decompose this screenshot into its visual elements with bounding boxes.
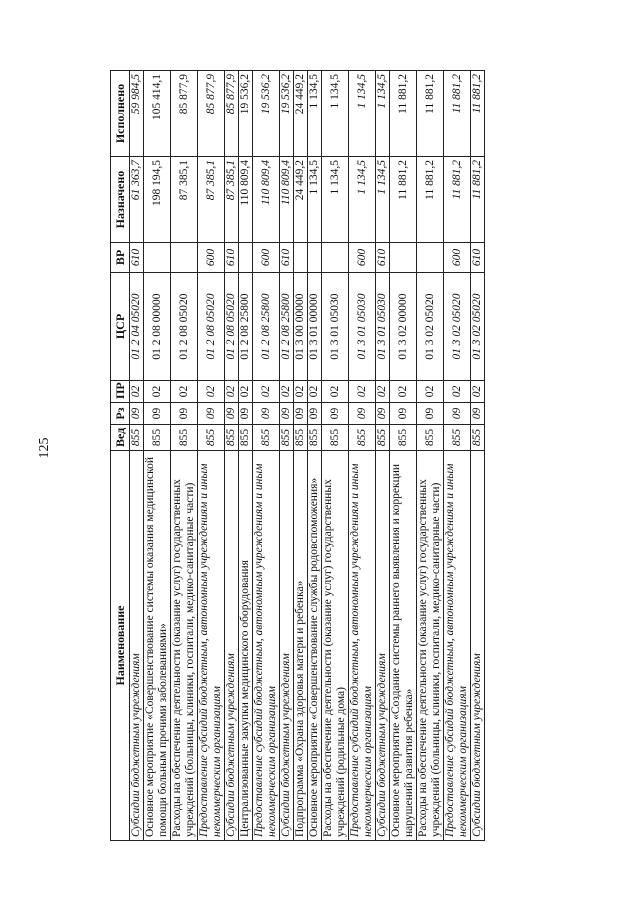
- cell-ved: 855: [322, 425, 349, 451]
- cell-vr: [239, 243, 253, 273]
- cell-name: Основное мероприятие «Совершенствование системы оказания медицинской помощи больным прочими заболеваниями»: [144, 451, 171, 841]
- cell-rz: 09: [239, 403, 253, 425]
- cell-ved: 855: [417, 425, 444, 451]
- cell-rz: 09: [444, 403, 471, 425]
- table-row: [144, 71, 171, 841]
- table-row: [322, 71, 349, 841]
- cell-ved: 855: [198, 425, 225, 451]
- cell-name: Основное мероприятие «Создание системы раннего выявления и коррекции нарушений развития ребенка»: [390, 451, 417, 841]
- cell-done: 19 536,2: [239, 71, 253, 157]
- cell-csr: 01 3 01 05030: [376, 273, 390, 381]
- header-csr: ЦСР: [111, 273, 130, 381]
- table-row: [280, 71, 294, 841]
- cell-done: 85 877,9: [225, 71, 239, 157]
- cell-rz: 09: [198, 403, 225, 425]
- table-row: [294, 71, 308, 841]
- cell-ved: 855: [144, 425, 171, 451]
- cell-vr: [322, 243, 349, 273]
- cell-assigned: 110 809,4: [253, 157, 280, 243]
- cell-pr: 02: [253, 381, 280, 403]
- cell-rz: 09: [130, 403, 144, 425]
- cell-name: Предоставление субсидий бюджетным, автономным учреждениям и иным некоммерческим организациям: [444, 451, 471, 841]
- cell-name: Субсидии бюджетным учреждениям: [471, 451, 485, 841]
- cell-assigned: 11 881,2: [390, 157, 417, 243]
- cell-pr: 02: [198, 381, 225, 403]
- cell-csr: 01 2 04 05020: [130, 273, 144, 381]
- cell-vr: [294, 243, 308, 273]
- cell-rz: 09: [322, 403, 349, 425]
- cell-csr: 01 3 02 05020: [417, 273, 444, 381]
- header-done: Исполнено: [111, 71, 130, 157]
- cell-name: Предоставление субсидий бюджетным, автономным учреждениям и иным некоммерческим организациям: [349, 451, 376, 841]
- table-row: [471, 71, 485, 841]
- cell-assigned: 11 881,2: [471, 157, 485, 243]
- cell-vr: 600: [349, 243, 376, 273]
- cell-assigned: 24 449,2: [294, 157, 308, 243]
- cell-name: Расходы на обеспечение деятельности (оказание услуг) государственных учреждений (больницы, клиники, госпитали, медико-санитарные части): [417, 451, 444, 841]
- cell-vr: [308, 243, 322, 273]
- cell-csr: 01 3 02 05020: [471, 273, 485, 381]
- cell-done: 1 134,5: [308, 71, 322, 157]
- cell-assigned: 1 134,5: [349, 157, 376, 243]
- cell-done: 11 881,2: [390, 71, 417, 157]
- cell-pr: 02: [390, 381, 417, 403]
- cell-done: 24 449,2: [294, 71, 308, 157]
- cell-done: 11 881,2: [471, 71, 485, 157]
- cell-rz: 09: [280, 403, 294, 425]
- cell-done: 1 134,5: [376, 71, 390, 157]
- cell-done: 19 536,2: [280, 71, 294, 157]
- cell-ved: 855: [349, 425, 376, 451]
- cell-pr: 02: [225, 381, 239, 403]
- table-body: [130, 71, 485, 841]
- cell-rz: 09: [471, 403, 485, 425]
- cell-csr: 01 3 02 05020: [444, 273, 471, 381]
- cell-assigned: 61 363,7: [130, 157, 144, 243]
- cell-pr: 02: [171, 381, 198, 403]
- cell-vr: [171, 243, 198, 273]
- page-number: 125: [37, 437, 52, 459]
- table-row: [417, 71, 444, 841]
- cell-ved: 855: [471, 425, 485, 451]
- table-row: [308, 71, 322, 841]
- cell-rz: 09: [376, 403, 390, 425]
- cell-csr: 01 2 08 05020: [225, 273, 239, 381]
- cell-csr: 01 2 08 25800: [280, 273, 294, 381]
- cell-pr: 02: [471, 381, 485, 403]
- cell-vr: 610: [471, 243, 485, 273]
- cell-ved: 855: [225, 425, 239, 451]
- cell-assigned: 11 881,2: [417, 157, 444, 243]
- cell-assigned: 87 385,1: [171, 157, 198, 243]
- cell-rz: 09: [253, 403, 280, 425]
- cell-vr: [417, 243, 444, 273]
- cell-csr: 01 2 08 05020: [198, 273, 225, 381]
- cell-done: 11 881,2: [444, 71, 471, 157]
- cell-ved: 855: [171, 425, 198, 451]
- budget-table-container: [110, 71, 550, 841]
- cell-pr: 02: [294, 381, 308, 403]
- cell-done: 85 877,9: [171, 71, 198, 157]
- cell-pr: 02: [239, 381, 253, 403]
- table-row: [171, 71, 198, 841]
- header-rz: Рз: [111, 403, 130, 425]
- header-vr: ВР: [111, 243, 130, 273]
- budget-table: [110, 70, 485, 841]
- cell-vr: 600: [253, 243, 280, 273]
- cell-rz: 09: [225, 403, 239, 425]
- cell-rz: 09: [144, 403, 171, 425]
- table-row: [444, 71, 471, 841]
- cell-name: Субсидии бюджетным учреждениям: [376, 451, 390, 841]
- cell-vr: 610: [376, 243, 390, 273]
- cell-done: 1 134,5: [349, 71, 376, 157]
- table-row: [198, 71, 225, 841]
- cell-pr: 02: [444, 381, 471, 403]
- table-row: [225, 71, 239, 841]
- cell-assigned: 87 385,1: [225, 157, 239, 243]
- cell-ved: 855: [308, 425, 322, 451]
- cell-name: Субсидии бюджетным учреждениям: [130, 451, 144, 841]
- cell-rz: 09: [390, 403, 417, 425]
- cell-assigned: 87 385,1: [198, 157, 225, 243]
- cell-ved: 855: [294, 425, 308, 451]
- cell-csr: 01 2 08 25800: [239, 273, 253, 381]
- cell-done: 59 984,5: [130, 71, 144, 157]
- cell-csr: 01 3 02 00000: [390, 273, 417, 381]
- cell-name: Расходы на обеспечение деятельности (оказание услуг) государственных учреждений (больницы, клиники, госпитали, медико-санитарные части): [171, 451, 198, 841]
- cell-rz: 09: [171, 403, 198, 425]
- cell-assigned: 11 881,2: [444, 157, 471, 243]
- cell-assigned: 110 809,4: [239, 157, 253, 243]
- cell-name: Предоставление субсидий бюджетным, автономным учреждениям и иным некоммерческим организациям: [198, 451, 225, 841]
- cell-pr: 02: [280, 381, 294, 403]
- cell-ved: 855: [444, 425, 471, 451]
- cell-ved: 855: [390, 425, 417, 451]
- cell-rz: 09: [417, 403, 444, 425]
- cell-rz: 09: [308, 403, 322, 425]
- cell-csr: 01 3 01 05030: [349, 273, 376, 381]
- cell-name: Подпрограмма «Охрана здоровья матери и ребенка»: [294, 451, 308, 841]
- cell-done: 105 414,1: [144, 71, 171, 157]
- cell-name: Основное мероприятие «Совершенствование службы родовспоможения»: [308, 451, 322, 841]
- cell-pr: 02: [322, 381, 349, 403]
- cell-pr: 02: [144, 381, 171, 403]
- cell-csr: 01 3 01 05030: [322, 273, 349, 381]
- cell-ved: 855: [280, 425, 294, 451]
- table-row: [130, 71, 144, 841]
- cell-name: Расходы на обеспечение деятельности (оказание услуг) государственных учреждений (родильные дома): [322, 451, 349, 841]
- cell-vr: [144, 243, 171, 273]
- table-row: [376, 71, 390, 841]
- cell-assigned: 198 194,5: [144, 157, 171, 243]
- table-row: [239, 71, 253, 841]
- cell-vr: 600: [198, 243, 225, 273]
- cell-assigned: 1 134,5: [376, 157, 390, 243]
- cell-name: Субсидии бюджетным учреждениям: [225, 451, 239, 841]
- cell-ved: 855: [130, 425, 144, 451]
- cell-vr: 600: [444, 243, 471, 273]
- cell-rz: 09: [294, 403, 308, 425]
- table-row: [349, 71, 376, 841]
- header-assigned: Назначено: [111, 157, 130, 243]
- header-ved: Вед: [111, 425, 130, 451]
- header-name: Наименование: [111, 451, 130, 841]
- cell-vr: 610: [130, 243, 144, 273]
- cell-name: Субсидии бюджетным учреждениям: [280, 451, 294, 841]
- cell-name: Предоставление субсидий бюджетным, автономным учреждениям и иным некоммерческим организациям: [253, 451, 280, 841]
- table-row: [390, 71, 417, 841]
- cell-csr: 01 2 08 00000: [144, 273, 171, 381]
- cell-pr: 02: [349, 381, 376, 403]
- cell-vr: 610: [225, 243, 239, 273]
- cell-csr: 01 2 08 25800: [253, 273, 280, 381]
- cell-ved: 855: [253, 425, 280, 451]
- cell-vr: [390, 243, 417, 273]
- cell-vr: 610: [280, 243, 294, 273]
- cell-rz: 09: [349, 403, 376, 425]
- cell-assigned: 110 809,4: [280, 157, 294, 243]
- header-pr: ПР: [111, 381, 130, 403]
- cell-assigned: 1 134,5: [322, 157, 349, 243]
- table-header-row: [111, 71, 130, 841]
- cell-pr: 02: [308, 381, 322, 403]
- cell-done: 85 877,9: [198, 71, 225, 157]
- cell-pr: 02: [376, 381, 390, 403]
- cell-pr: 02: [417, 381, 444, 403]
- cell-done: 11 881,2: [417, 71, 444, 157]
- cell-done: 19 536,2: [253, 71, 280, 157]
- cell-csr: 01 3 00 00000: [294, 273, 308, 381]
- cell-name: Централизованные закупки медицинского оборудования: [239, 451, 253, 841]
- cell-pr: 02: [130, 381, 144, 403]
- cell-done: 1 134,5: [322, 71, 349, 157]
- cell-assigned: 1 134,5: [308, 157, 322, 243]
- cell-ved: 855: [376, 425, 390, 451]
- cell-ved: 855: [239, 425, 253, 451]
- table-row: [253, 71, 280, 841]
- cell-csr: 01 2 08 05020: [171, 273, 198, 381]
- cell-csr: 01 3 01 00000: [308, 273, 322, 381]
